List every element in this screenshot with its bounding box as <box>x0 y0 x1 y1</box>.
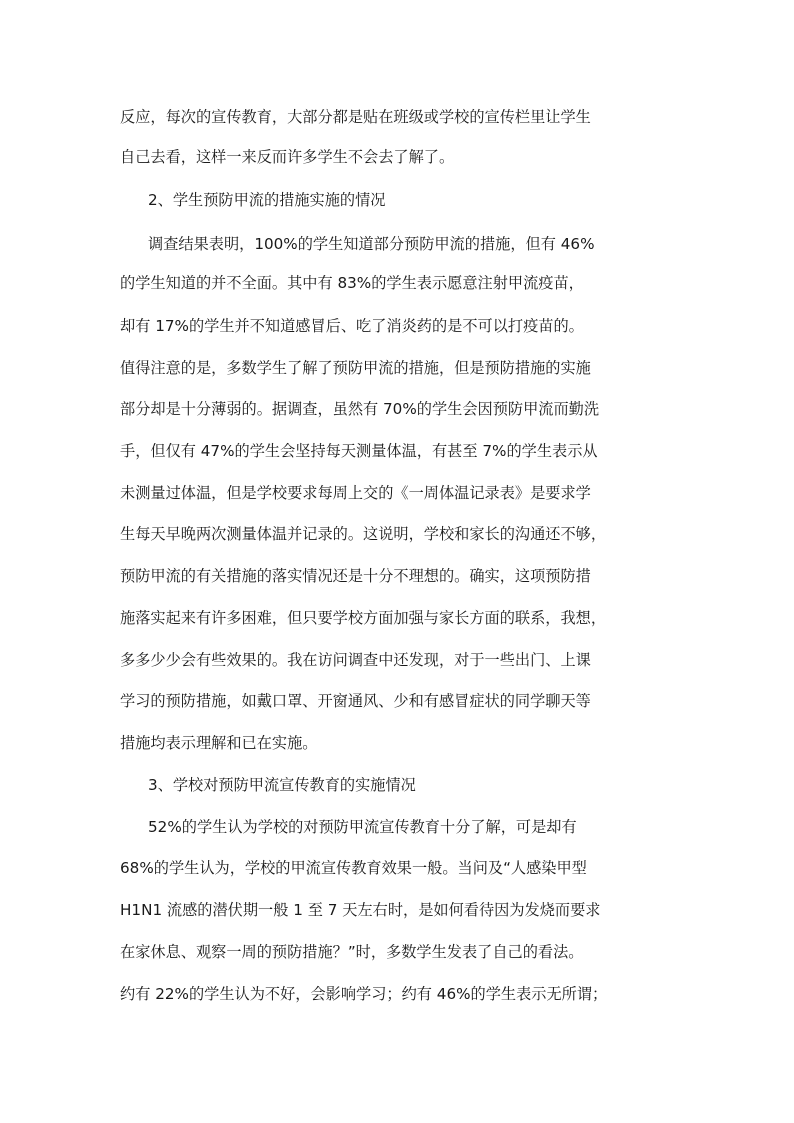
text-line-14: 多多少少会有些效果的。我在访问调查中还发现，对于一些出门、上课 <box>120 651 591 669</box>
text-line-10: 未测量过体温，但是学校要求每周上交的《一周体温记录表》是要求学 <box>120 484 591 502</box>
text-line-4: 调查结果表明，100%的学生知道部分预防甲流的措施，但有 46% <box>148 235 595 253</box>
text-line-21: 在家休息、观察一周的预防措施？”时，多数学生发表了自己的看法。 <box>120 943 584 961</box>
text-line-5: 的学生知道的并不全面。其中有 83%的学生表示愿意注射甲流疫苗， <box>120 274 584 292</box>
text-line-12: 预防甲流的有关措施的落实情况还是十分不理想的。确实，这项预防措 <box>120 567 591 585</box>
text-line-7: 值得注意的是，多数学生了解了预防甲流的措施，但是预防措施的实施 <box>120 359 591 377</box>
text-line-9: 手，但仅有 47%的学生会坚持每天测量体温，有甚至 7%的学生表示从 <box>120 442 598 460</box>
text-line-13: 施落实起来有许多困难，但只要学校方面加强与家长方面的联系，我想， <box>120 609 606 627</box>
text-line-15: 学习的预防措施，如戴口罩、开窗通风、少和有感冒症状的同学聊天等 <box>120 692 591 710</box>
text-line-19: 68%的学生认为，学校的甲流宣传教育效果一般。当问及“人感染甲型 <box>120 859 587 877</box>
section-heading-3: 3、学校对预防甲流宣传教育的实施情况 <box>148 776 416 794</box>
text-line-11: 生每天早晚两次测量体温并记录的。这说明，学校和家长的沟通还不够， <box>120 525 606 543</box>
text-line-22: 约有 22%的学生认为不好，会影响学习；约有 46%的学生表示无所谓； <box>120 985 608 1003</box>
text-line-2: 自己去看，这样一来反而许多学生不会去了解了。 <box>120 148 455 166</box>
text-line-16: 措施均表示理解和已在实施。 <box>120 734 318 752</box>
text-line-1: 反应，每次的宣传教育，大部分都是贴在班级或学校的宣传栏里让学生 <box>120 108 591 126</box>
text-line-20: H1N1 流感的潜伏期一般 1 至 7 天左右时，是如何看待因为发烧而要求 <box>120 901 601 919</box>
section-heading-2: 2、学生预防甲流的措施实施的情况 <box>148 191 386 209</box>
text-line-8: 部分却是十分薄弱的。据调查，虽然有 70%的学生会因预防甲流而勤洗 <box>120 400 600 418</box>
text-line-6: 却有 17%的学生并不知道感冒后、吃了消炎药的是不可以打疫苗的。 <box>120 317 584 335</box>
text-line-18: 52%的学生认为学校的对预防甲流宣传教育十分了解，可是却有 <box>148 818 577 836</box>
